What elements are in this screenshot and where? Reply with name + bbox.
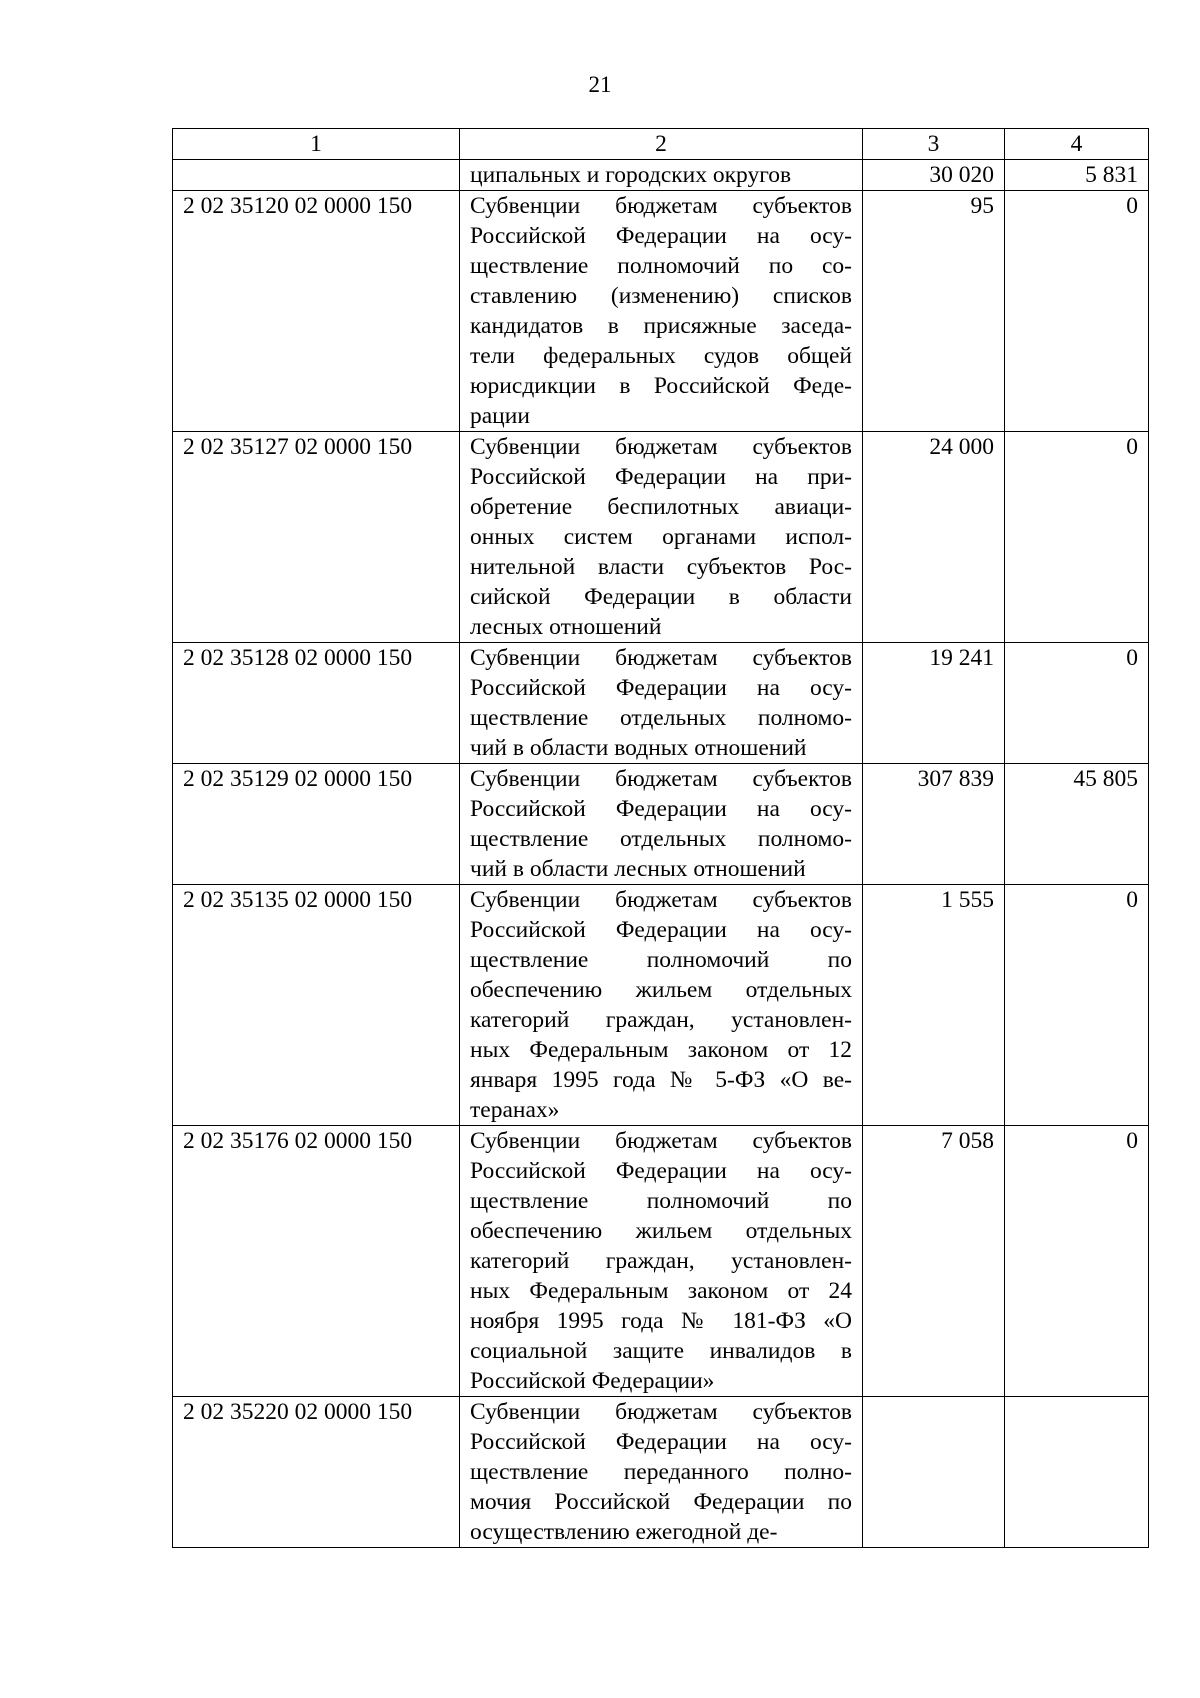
header-col-2: 2 — [460, 129, 863, 160]
description-line: юрисдикции в Российской Феде- — [470, 373, 852, 399]
header-col-3: 3 — [863, 129, 1005, 160]
row-description — [460, 432, 863, 643]
description-line: Российской Федерации на осу- — [470, 223, 852, 249]
description-line: категорий граждан, установлен- — [470, 1248, 852, 1274]
row-col4-value: 0 — [1005, 643, 1149, 764]
header-col-4: 4 — [1005, 129, 1149, 160]
table-header-row — [173, 129, 1149, 160]
row-col3-value — [863, 1397, 1005, 1548]
description-line: социальной защите инвалидов в — [470, 1338, 852, 1364]
row-col3-value: 1 555 — [863, 885, 1005, 1126]
description-line: Субвенции бюджетам субъектов — [470, 434, 852, 460]
row-col3-value: 7 058 — [863, 1126, 1005, 1397]
description-line: лесных отношений — [470, 614, 662, 640]
description-line: Субвенции бюджетам субъектов — [470, 645, 852, 671]
description-line: ществление переданного полно- — [470, 1459, 852, 1485]
table-row — [173, 1397, 1149, 1548]
description-line: ципальных и городских округов — [470, 162, 792, 188]
description-line: ных Федеральным законом от 12 — [470, 1037, 852, 1063]
row-code: 2 02 35128 02 0000 150 — [173, 643, 460, 764]
row-description — [460, 1397, 863, 1548]
row-col4-value: 0 — [1005, 885, 1149, 1126]
row-code: 2 02 35127 02 0000 150 — [173, 432, 460, 643]
table-body — [173, 160, 1149, 1548]
header-col-1: 1 — [173, 129, 460, 160]
description-line: Российской Федерации на осу- — [470, 796, 852, 822]
description-line: ществление отдельных полномо- — [470, 705, 852, 731]
description-line: Российской Федерации на при- — [470, 464, 852, 490]
description-line: Субвенции бюджетам субъектов — [470, 193, 852, 219]
table-row — [173, 885, 1149, 1126]
row-code — [173, 160, 460, 191]
table-row — [173, 764, 1149, 885]
row-code: 2 02 35120 02 0000 150 — [173, 191, 460, 432]
description-line: ставлению (изменению) списков — [470, 283, 852, 309]
description-line: онных систем органами испол- — [470, 524, 852, 550]
description-line: ществление полномочий по со- — [470, 253, 852, 279]
row-code: 2 02 35220 02 0000 150 — [173, 1397, 460, 1548]
row-description — [460, 160, 863, 191]
page-number: 21 — [588, 72, 612, 97]
description-line: Субвенции бюджетам субъектов — [470, 766, 852, 792]
description-line: чий в области водных отношений — [470, 735, 807, 761]
row-description — [460, 1126, 863, 1397]
row-col4-value: 5 831 — [1005, 160, 1149, 191]
budget-table — [172, 128, 1149, 1548]
table-row — [173, 643, 1149, 764]
row-description — [460, 885, 863, 1126]
row-col3-value: 24 000 — [863, 432, 1005, 643]
row-col3-value: 19 241 — [863, 643, 1005, 764]
description-line: января 1995 года № 5-ФЗ «О ве- — [470, 1067, 852, 1093]
description-line: тели федеральных судов общей — [470, 343, 852, 369]
table-row-continuation — [173, 160, 1149, 191]
description-line: ществление полномочий по — [470, 1188, 852, 1214]
description-line: Российской Федерации» — [470, 1368, 715, 1394]
description-line: рации — [470, 403, 530, 429]
description-line: кандидатов в присяжные заседа- — [470, 313, 852, 339]
description-line: ноября 1995 года № 181-ФЗ «О — [470, 1308, 852, 1334]
description-line: Субвенции бюджетам субъектов — [470, 887, 852, 913]
description-line: осуществлению ежегодной де- — [470, 1519, 778, 1545]
description-line: Субвенции бюджетам субъектов — [470, 1128, 852, 1154]
row-code: 2 02 35135 02 0000 150 — [173, 885, 460, 1126]
row-col4-value: 0 — [1005, 1126, 1149, 1397]
description-line: Российской Федерации на осу- — [470, 1429, 852, 1455]
description-line: обеспечению жильем отдельных — [470, 1218, 852, 1244]
row-col3-value: 30 020 — [863, 160, 1005, 191]
description-line: Российской Федерации на осу- — [470, 1158, 852, 1184]
row-description — [460, 643, 863, 764]
description-line: мочия Российской Федерации по — [470, 1489, 852, 1515]
row-code: 2 02 35129 02 0000 150 — [173, 764, 460, 885]
description-line: ществление полномочий по — [470, 947, 852, 973]
description-line: Российской Федерации на осу- — [470, 675, 852, 701]
row-col4-value: 45 805 — [1005, 764, 1149, 885]
description-line: ных Федеральным законом от 24 — [470, 1278, 852, 1304]
row-col4-value — [1005, 1397, 1149, 1548]
description-line: ществление отдельных полномо- — [470, 826, 852, 852]
table-row — [173, 1126, 1149, 1397]
description-line: обеспечению жильем отдельных — [470, 977, 852, 1003]
description-line: сийской Федерации в области — [470, 584, 852, 610]
row-col3-value: 307 839 — [863, 764, 1005, 885]
description-line: чий в области лесных отношений — [470, 856, 806, 882]
row-description — [460, 764, 863, 885]
row-col4-value: 0 — [1005, 432, 1149, 643]
description-line: нительной власти субъектов Рос- — [470, 554, 852, 580]
table-row — [173, 191, 1149, 432]
description-line: теранах» — [470, 1097, 560, 1123]
row-col4-value: 0 — [1005, 191, 1149, 432]
description-line: обретение беспилотных авиаци- — [470, 494, 852, 520]
row-description — [460, 191, 863, 432]
description-line: Субвенции бюджетам субъектов — [470, 1399, 852, 1425]
table-row — [173, 432, 1149, 643]
description-line: Российской Федерации на осу- — [470, 917, 852, 943]
description-line: категорий граждан, установлен- — [470, 1007, 852, 1033]
row-code: 2 02 35176 02 0000 150 — [173, 1126, 460, 1397]
row-col3-value: 95 — [863, 191, 1005, 432]
